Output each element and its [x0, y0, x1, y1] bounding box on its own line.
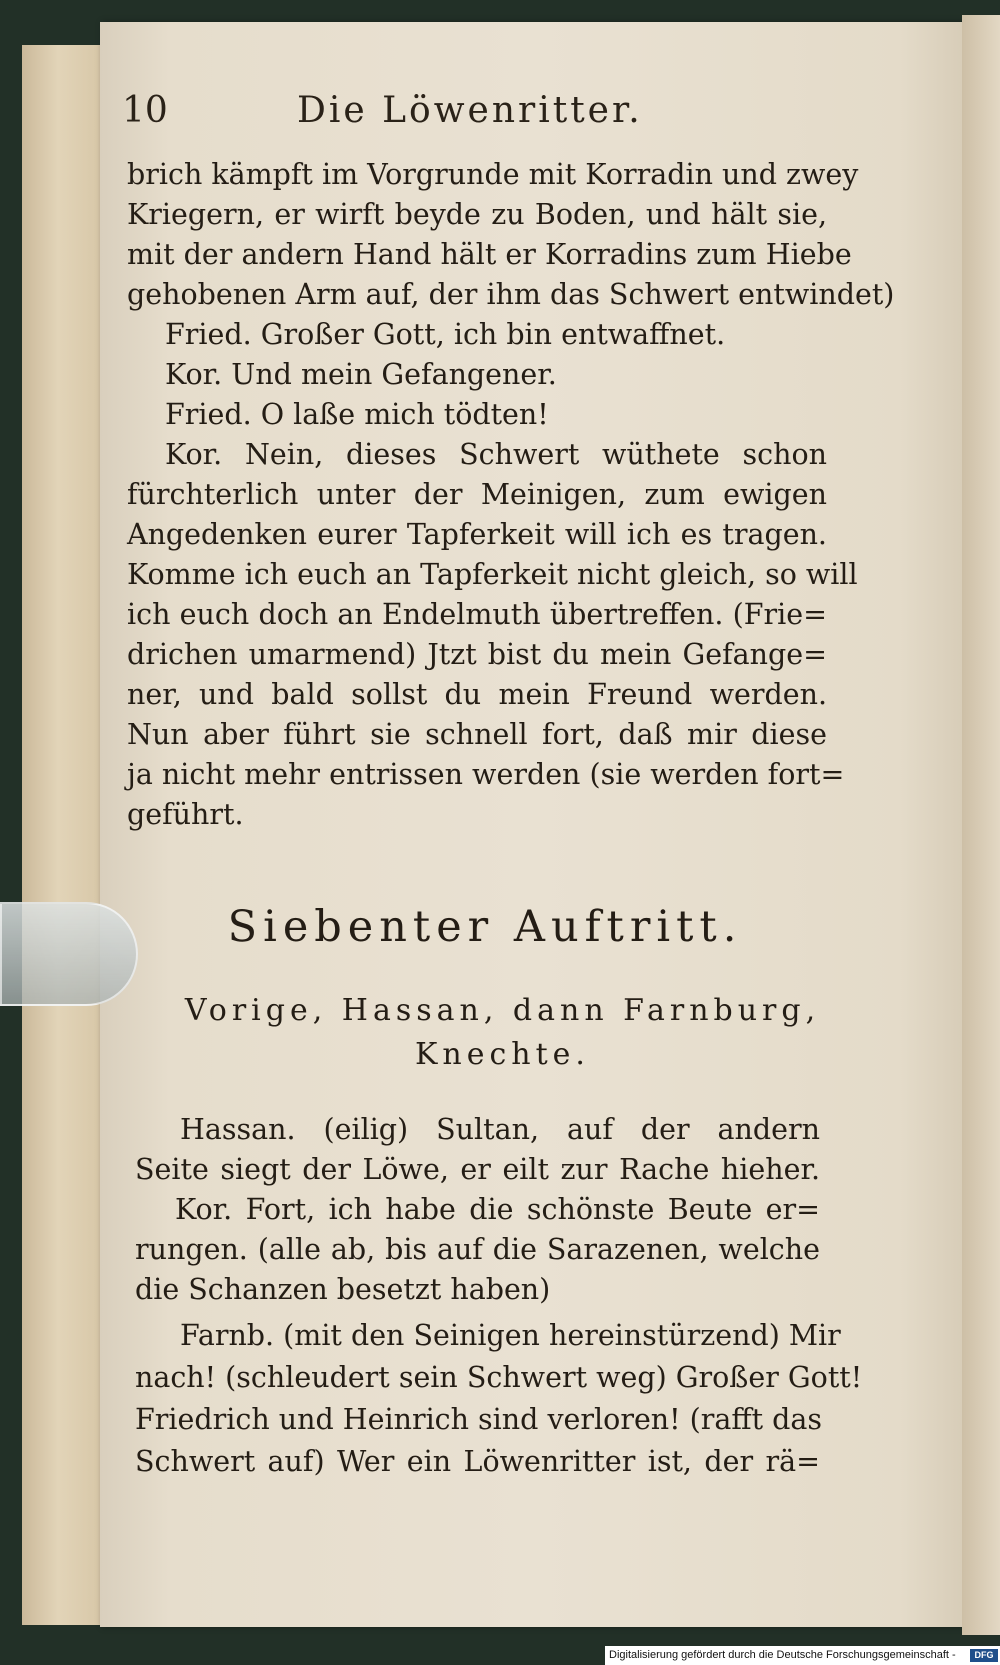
text-line: Kor. Fort, ich habe die schönste Beute er=	[175, 1193, 820, 1226]
text-line: Komme ich euch an Tapferkeit nicht gleich, so will	[127, 558, 858, 591]
dfg-logo: DFG	[970, 1649, 998, 1662]
running-title: Die Löwenritter.	[297, 90, 643, 131]
text-line: Kor. Nein, dieses Schwert wüthete schon	[165, 438, 827, 471]
text-line: Kriegern, er wirft beyde zu Boden, und hält sie,	[127, 198, 827, 231]
stage-direction-line: Vorige, Hassan, dann Farnburg,	[184, 993, 821, 1028]
text-line: nach! (schleudert sein Schwert weg) Großer Gott!	[135, 1361, 863, 1394]
text-line: Farnb. (mit den Seinigen hereinstürzend) Mir	[180, 1319, 841, 1352]
text-line: ner, und bald sollst du mein Freund werden.	[127, 678, 827, 711]
text-line: Schwert auf) Wer ein Löwenritter ist, der rä=	[135, 1445, 820, 1478]
text-line: Friedrich und Heinrich sind verloren! (rafft das	[135, 1403, 823, 1436]
text-line: Kor. Und mein Gefangener.	[165, 358, 557, 391]
text-line: Hassan. (eilig) Sultan, auf der andern	[180, 1113, 820, 1146]
text-line: Nun aber führt sie schnell fort, daß mir diese	[127, 718, 827, 751]
text-line: geführt.	[127, 798, 244, 831]
text-line: ja nicht mehr entrissen werden (sie werden fort=	[127, 758, 845, 791]
text-line: die Schanzen besetzt haben)	[135, 1273, 551, 1306]
text-line: Fried. O laße mich tödten!	[165, 398, 549, 431]
text-line: Fried. Großer Gott, ich bin entwaffnet.	[165, 318, 726, 351]
text-line: brich kämpft im Vorgrunde mit Korradin und zwey	[127, 158, 859, 191]
stage-direction-line: Knechte.	[415, 1037, 590, 1072]
text-line: Seite siegt der Löwe, er eilt zur Rache hieher.	[135, 1153, 820, 1186]
scene-heading: Siebenter Auftritt.	[227, 902, 743, 952]
page-number: 10	[122, 90, 168, 131]
text-line: ich euch doch an Endelmuth übertreffen. (Frie=	[127, 598, 827, 631]
digitization-footer	[605, 1646, 1000, 1665]
book-edge	[22, 45, 112, 1625]
page-edge-right	[962, 15, 1000, 1635]
page-clip	[0, 902, 138, 1006]
text-line: mit der andern Hand hält er Korradins zum Hiebe	[127, 238, 852, 271]
text-line: Angedenken eurer Tapferkeit will ich es tragen.	[127, 518, 827, 551]
footer-credit: Digitalisierung gefördert durch die Deutsche Forschungsgemeinschaft -	[609, 1649, 956, 1661]
text-line: drichen umarmend) Jtzt bist du mein Gefange=	[127, 638, 827, 671]
page-header	[122, 90, 662, 140]
text-line: gehobenen Arm auf, der ihm das Schwert entwindet)	[127, 278, 895, 311]
text-line: fürchterlich unter der Meinigen, zum ewigen	[127, 478, 827, 511]
text-line: rungen. (alle ab, bis auf die Sarazenen, welche	[135, 1233, 820, 1266]
